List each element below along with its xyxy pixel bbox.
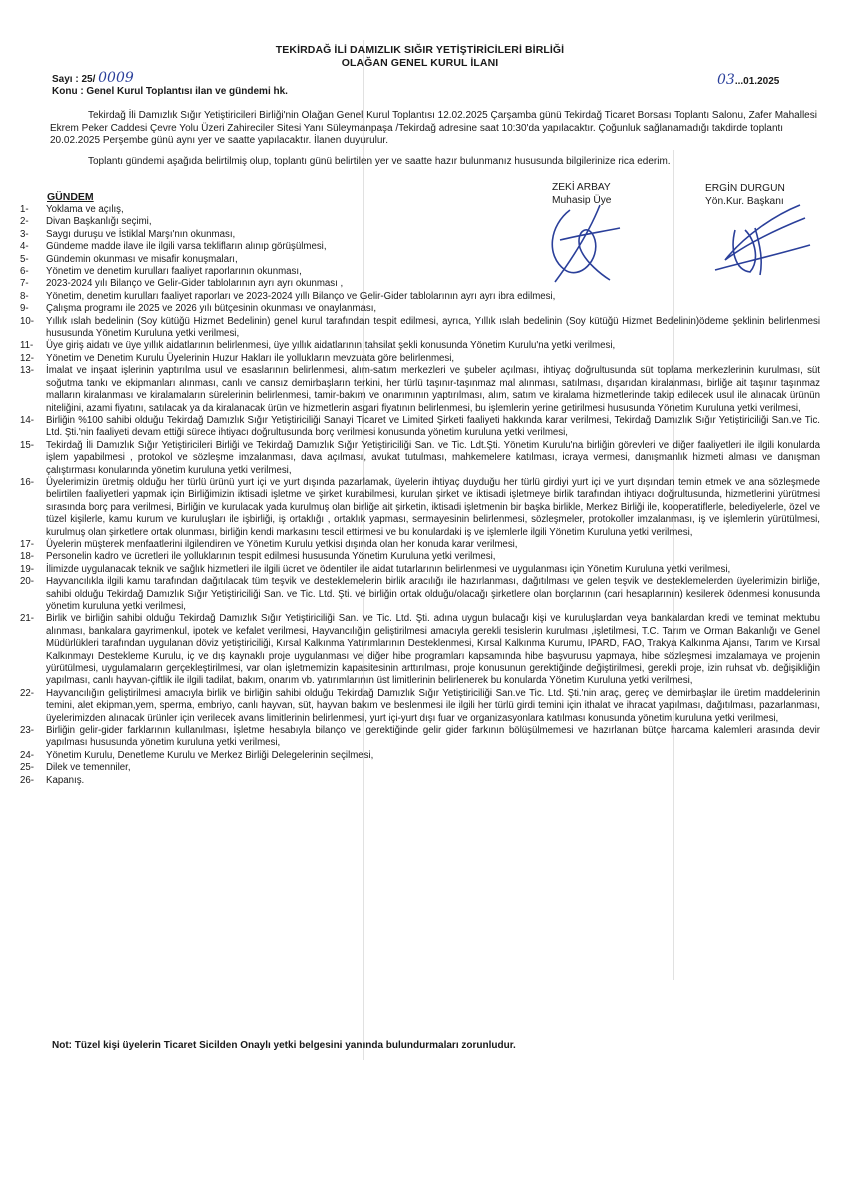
agenda-item-text: Kapanış. (46, 774, 85, 786)
agenda-item (20, 613, 820, 687)
sayi-handwritten: 0009 (98, 70, 134, 86)
agenda-item-number: 26- (20, 774, 35, 786)
agenda-item-number: 10- (20, 315, 35, 327)
agenda-item-number: 13- (20, 365, 35, 377)
agenda-item (20, 353, 820, 365)
date-printed: ...01.2025 (734, 76, 780, 87)
subject-line: Konu : Genel Kurul Toplantısı ilan ve gündemi hk. (52, 86, 288, 97)
agenda-item-text: Üyelerimizin üretmiş olduğu her türlü ürünü yurt içi ve yurt dışında pazarlamak, üyelerin ihtiyaç duyduğu her türlü girdiyi yurt içi ve yurt dışından temin etmek ve ana sözleşmede belirtilen faaliyetleri yapmak için Birliğimizin iktisadi işletme ve şirket kurabilmesi, kurulan şirket ve iktisadi işletmeye birlik tarafından ihtiyacı doğrultusunda, hizmetlerini yürütmesi sırasında borç para verilmesi, Birliğin ve kurulacak yada kurulmuş olan birliğe ait şirketin, iktisadi işletmenin bir başka birlikle, Merkez Birliği ile, kooperatiflerle, belediyelerle, özel ve tüzel kişilerle, kamu kurum ve kuruluşları ile işbirliği, iş ortaklığı , ortaklık yapması, sermayesinin belirlenmesi, sözleşmeler, protokoller imzalanması, iş ve işlemlerin yürütülmesi, kurulmuş olan şirketlere ortak olunması, birliğin kendi markasını tescil ettirmesi ve bu konulardaki iş ve işlemlerle ilgili Yönetim Kuruluna yetki verilmesi, (46, 476, 820, 538)
agenda-item (20, 291, 820, 303)
signatory-name: ERGİN DURGUN (705, 183, 785, 194)
reference-number (52, 70, 134, 86)
agenda-item (20, 365, 820, 415)
document-subtitle: OLAĞAN GENEL KURUL İLANI (341, 57, 499, 69)
agenda-item-text: Birliğin %100 sahibi olduğu Tekirdağ Damızlık Sığır Yetiştiriciliği Sanayi Ticaret ve Limited Şirketi faaliyeti hakkında karar verilmesi, Tekirdağ Damızlık Sığır Yetiştiriciliği San.ve Tic. Ltd. Şti.'nin faaliyeti devam ettiği sürece ihtiyacı doğrultusunda borç verilmesi konusunda yönetim kuruluna yetki verilmesi, (46, 414, 820, 439)
agenda-item-text: Hayvancılıkla ilgili kamu tarafından dağıtılacak tüm teşvik ve desteklemelerin birlik aracılığı ile hazırlanması, dağıtılması ve gelen teşvik ve desteklemelerden üyelerimizin birliğe, sahibi olduğu Tekirdağ Damızlık Sığır Yetiştiriciliği San. ve Tic. Ltd. Şti. ve birliğin ortak olduğu/olacağı şirketlere olan borçlarının (cari hesaplarının) kesilerek ödenmesi konusunda yönetim kuruluna yetki verilmesi, (46, 576, 820, 612)
agenda-item-text: Tekirdağ İli Damızlık Sığır Yetiştiricileri Birliği ve Tekirdağ Damızlık Sığır Yetiştiriciliği San. ve Tic. Ldt.Şti. Yönetim Kurulu'na birliğin görevleri ve diğer faaliyetleri ile ilgili konularda işlem yapabilmesi , protokol ve sözleşme imzalanması, dava açılması, avukat tutulması, mahkemelere katılması, icraya vermesi, danışmanlık hizmeti alması ve danışman çalıştırması konularında yönetim kuruluna yetki verilmesi, (46, 439, 820, 476)
agenda-item-text: Üyelerin müşterek menfaatlerini ilgilendiren ve Yönetim Kurulu yetkisi dışında olan her konuda karar verilmesi, (46, 538, 518, 550)
sayi-label: Sayı : 25/ (52, 74, 96, 85)
agenda-item (20, 477, 820, 539)
signatory-role: Yön.Kur. Başkanı (705, 195, 784, 207)
agenda-item-text: Saygı duruşu ve İstiklal Marşı'nın okunması, (46, 228, 236, 240)
agenda-item-number: 9- (20, 303, 29, 315)
agenda-item-text: İlimizde uygulanacak teknik ve sağlık hizmetleri ile ilgili ücret ve ödentiler ile aidat tutarlarının belirlenmesi ve uygulanması için Yönetim Kuruluna yetki verilmesi, (46, 563, 731, 575)
agenda-item (20, 762, 820, 774)
agenda-item-text: Yönetim ve Denetim Kurulu Üyelerinin Huzur Hakları ile yollukların mevzuata göre belirlenmesi, (46, 352, 455, 364)
agenda-item-number: 14- (20, 414, 35, 426)
agenda-item (20, 725, 820, 750)
agenda-item (20, 415, 820, 440)
agenda-item (20, 216, 820, 228)
agenda-item-number: 25- (20, 762, 35, 774)
agenda-item-number: 24- (20, 749, 35, 761)
agenda-item (20, 266, 820, 278)
agenda-item-text: Divan Başkanlığı seçimi, (46, 216, 152, 228)
agenda-item-number: 22- (20, 687, 35, 699)
agenda-item (20, 576, 820, 613)
agenda-item (20, 551, 820, 563)
agenda-item (20, 316, 820, 341)
agenda-item-text: 2023-2024 yılı Bilanço ve Gelir-Gider tablolarının ayrı ayrı okunması , (46, 278, 344, 290)
signatory-role: Muhasip Üye (552, 194, 612, 206)
agenda-item-number: 12- (20, 352, 35, 364)
agenda-item (20, 278, 820, 290)
agenda-item-text: Gündemin okunması ve misafir konuşmaları, (46, 253, 238, 265)
agenda-item (20, 539, 820, 551)
agenda-item (20, 775, 820, 787)
agenda-item (20, 750, 820, 762)
agenda-item-number: 5- (20, 253, 29, 265)
agenda-item-number: 18- (20, 551, 35, 563)
agenda-item (20, 204, 820, 216)
signatory-name: ZEKİ ARBAY (552, 182, 611, 193)
agenda-item-number: 3- (20, 228, 29, 240)
footnote: Not: Tüzel kişi üyelerin Ticaret Sicilden Onaylı yetki belgesini yanında bulundurmaları zorunludur. (52, 1040, 516, 1051)
agenda-item-number: 16- (20, 476, 35, 488)
document-date (717, 72, 779, 88)
agenda-item (20, 241, 820, 253)
agenda-item-number: 6- (20, 266, 29, 278)
agenda-item-text: Birliğin gelir-gider farklarının kullanılması, İşletme hesabıyla bilanço ve gerektiğinde gelir gider farkının bölüşülmemesi ve hazırlanan bütçe harcama kalemleri arasında devir yapılması hususunda yönetim kuruluna yetki verilmesi, (46, 725, 820, 749)
date-handwritten: 03 (717, 72, 735, 88)
agenda-item-number: 20- (20, 576, 35, 588)
agenda-item-number: 8- (20, 290, 29, 302)
agenda-item-text: Yıllık ıslah bedelinin (Soy kütüğü Hizmet Bedelinin) genel kurul tarafından tespit edilmesi, ayrıca, Yıllık ıslah bedelinin (Soy kütüğü Hizmet Bedelinin)ödeme şeklinin belirlenmesi hususunda Yönetim Kuruluna yetki verilmesi, (46, 315, 820, 340)
agenda-item (20, 254, 820, 266)
agenda-item-text: Çalışma programı ile 2025 ve 2026 yılı bütçesinin okunması ve onaylanması, (46, 303, 377, 315)
agenda-item-text: Personelin kadro ve ücretleri ile yolluklarının tespit edilmesi hususunda Yönetim Kuruluna yetki verilmesi, (46, 551, 496, 563)
agenda-item (20, 688, 820, 725)
agenda-item-number: 23- (20, 725, 35, 737)
agenda-item-text: Yönetim, denetim kurulları faaliyet raporları ve 2023-2024 yıllı Bilanço ve Gelir-Gider tablolarının ayrı ayrı ibra edilmesi, (46, 290, 556, 302)
agenda-heading: GÜNDEM (47, 191, 94, 203)
agenda-item-number: 2- (20, 216, 29, 228)
agenda-item-number: 17- (20, 538, 35, 550)
agenda-item-text: Hayvancılığın geliştirilmesi amacıyla birlik ve birliğin sahibi olduğu Tekirdağ Damızlık Sığır Yetiştiriciliği San.ve Tic. Ltd. Şti.'nin araç, gereç ve demirbaşlar ile üretim maddelerinin temini, alet ekipman,yem, sperma, embriyo, canlı hayvan, süt, hayvan bakım ve beslenmesi ile ilgili her türlü girdi temini için ithalat ve ihracat yapılması, dağıtılması, pazarlanması, üyelerimizden alınacak ürünler için verilecek avans limitlerinin belirlenmesi, yurt içi-yurt dışı fuar ve organizasyonlara katılması konusunda yönetim kuruluna yetki verilmesi, (46, 687, 820, 724)
agenda-item-number: 7- (20, 278, 29, 290)
agenda-list (20, 204, 820, 787)
agenda-item (20, 340, 820, 352)
intro-paragraph: Tekirdağ İli Damızlık Sığır Yetiştiricileri Birliği'nin Olağan Genel Kurul Toplantısı 12.02.2025 Çarşamba günü Tekirdağ Ticaret Borsası Toplantı Salonu, Zafer Mahallesi Ekrem Peker Caddesi Çevre Yolu Üzeri Zahireciler Sitesi Yanı Süleymanpaşa /Tekirdağ adresine saat 10:30'da yapılacaktır. Çoğunluk sağlanamadığı takdirde toplantı 20.02.2025 Perşembe günü aynı yer ve saatte yapılacaktır. İlanen duyurulur. (50, 110, 817, 147)
document-title: TEKİRDAĞ İLİ DAMIZLIK SIĞIR YETİŞTİRİCİLERİ BİRLİĞİ (275, 44, 565, 56)
agenda-item-text: Yönetim ve denetim kurulları faaliyet raporlarının okunması, (46, 266, 302, 278)
agenda-item (20, 440, 820, 477)
agenda-item-text: Dilek ve temenniler, (46, 762, 131, 774)
agenda-item-text: Birlik ve birliğin sahibi olduğu Tekirdağ Damızlık Sığır Yetiştiriciliği San. ve Tic. Ltd. Şti. adına uygun bulacağı kişi ve kuruluşlardan veya bankalardan kredi ve teminat mektubu alınması, bankalara gayrimenkul, ipotek ve kefalet verilmesi, Hayvancılığın geliştirilmesi amacıyla gerekli tesislerin kurulması ,işletilmesi, T.C. Tarım ve Orman Bakanlığı ve Genel Müdürlükleri tarafından uygulanan döviz yetiştiriciliği, Kırsal Kalkınma Yatırımlarının Desteklenmesi, Kırsal Kalkınma Kurumu, IPARD, FAO, Trakya Kalkınma Ajansı, Tarım ve Kırsal Kalkınmayı Destekleme Kurulu, iç ve dış kaynaklı proje uygulanması ve diğer hibe programları kapsamında hibe başvurusu yapmaya, hibe sözleşmesi imzalamaya ve projenin yürütülmesi, uygulamaların gerçekleştirilmesi, var olan işletmemizin kapasitesinin arttırılması, proje konusunun gerektiğinde değiştirilmesi, gerekli proje, izin ruhsat vb. değişikliğin yapılması, canlı hayvan-çiftlik ile ilgili tadilat, bakım, onarım vb. yatırımlarının üst limitlerinin belirlenerek bu konularda Yönetim Kuruluna yetki verilmesi, (46, 613, 820, 687)
agenda-item-text: İmalat ve inşaat işlerinin yaptırılma usul ve esaslarının belirlenmesi, alım-satım merkezleri ve şubeler açılması, ihtiyaç doğrultusunda süt toplama merkezlerinin kurulması, süt soğutma tankı ve ekipmanları alınması, canlı ve cansız demirbaşların terkini, her türlü taşınır-taşınmaz mal alınması, satılması, dışarıdan kiralanması, birliğe ait taşınır taşınmaz malların kiralanması ve kiralamaların sürelerinin belirlenmesi, tamir-bakım ve onarımının yaptırılması, alım, satım ve kiralama hizmetlerinde takip edilecek usul ile alınacak ürünün niteliğini, azami fiyatını, satılacak ya da kiralanacak ürün ve hizmetlerin asgari fiyatının belirlenmesi, bu işlemlerin yerine getirilmesi hususunda Yönetim Kuruluna yetki verilmesi, (46, 365, 820, 414)
agenda-item (20, 303, 820, 315)
agenda-item-text: Yönetim Kurulu, Denetleme Kurulu ve Merkez Birliği Delegelerinin seçilmesi, (46, 749, 374, 761)
agenda-item (20, 229, 820, 241)
agenda-item (20, 564, 820, 576)
intro-paragraph-2: Toplantı gündemi aşağıda belirtilmiş olup, toplantı günü belirtilen yer ve saatte hazır bulunmanız hususunda bilgilerinize rica ederim. (88, 156, 671, 167)
agenda-item-number: 4- (20, 241, 29, 253)
agenda-item-text: Gündeme madde ilave ile ilgili varsa teklifların alınıp görüşülmesi, (46, 241, 327, 253)
agenda-item-text: Üye giriş aidatı ve üye yıllık aidatlarının belirlenmesi, üye yıllık aidatlarının tahsilat şekli konusunda Yönetim Kurulu'na yetki verilmesi, (46, 340, 616, 352)
agenda-item-number: 19- (20, 563, 35, 575)
agenda-item-number: 15- (20, 439, 35, 451)
agenda-item-number: 1- (20, 204, 29, 215)
agenda-item-number: 21- (20, 613, 35, 625)
agenda-item-number: 11- (20, 340, 34, 352)
agenda-item-text: Yoklama ve açılış, (46, 204, 124, 215)
